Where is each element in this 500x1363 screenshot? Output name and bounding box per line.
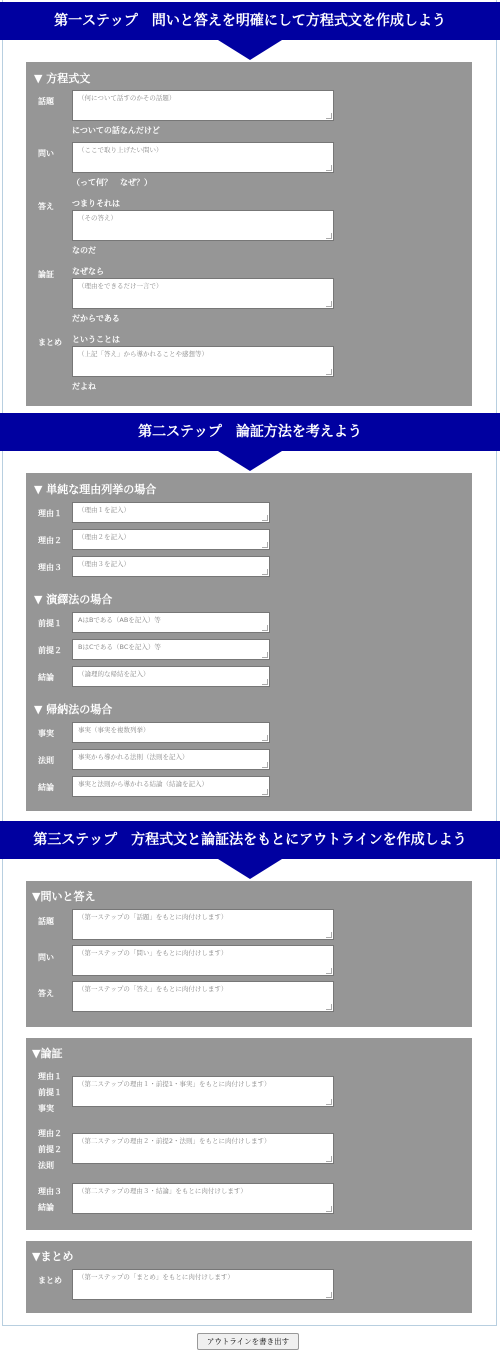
step2-arrow — [218, 451, 282, 471]
step1-arrow — [218, 40, 282, 60]
rule-label: 法則 — [38, 756, 54, 765]
g3-reason-label: 理由３ — [38, 1187, 62, 1196]
answer-textarea[interactable]: （その答え） — [72, 210, 334, 241]
section-title-simple: ▼ 単純な理由列挙の場合 — [34, 483, 157, 496]
outline-answer-textarea[interactable]: （第一ステップの「答え」をもとに肉付けします） — [72, 981, 334, 1012]
reason1-textarea[interactable]: （理由１を記入） — [72, 502, 270, 523]
summary-suffix: だよね — [72, 382, 96, 391]
equation-panel — [26, 62, 472, 406]
outline-topic-textarea[interactable]: （第一ステップの「話題」をもとに肉付けします） — [72, 909, 334, 940]
step3-banner: 第三ステップ 方程式文と論証法をもとにアウトラインを作成しよう — [0, 821, 500, 859]
argument-prefix: なぜなら — [72, 267, 104, 276]
answer-prefix: つまりそれは — [72, 199, 120, 208]
section-title-outline-argument: ▼論証 — [32, 1047, 63, 1060]
g2-premise-label: 前提２ — [38, 1145, 62, 1154]
g2-textarea[interactable]: （第二ステップの理由２・前提2・法則」をもとに肉付けします） — [72, 1133, 334, 1164]
induction-conclusion-label: 結論 — [38, 783, 54, 792]
reason3-label: 理由３ — [38, 563, 62, 572]
answer-suffix: なのだ — [72, 246, 96, 255]
g1-fact-label: 事実 — [38, 1104, 54, 1113]
g2-rule-label: 法則 — [38, 1161, 54, 1170]
g2-reason-label: 理由２ — [38, 1129, 62, 1138]
outline-topic-label: 話題 — [38, 917, 54, 926]
section-title-equation: ▼ 方程式文 — [34, 72, 91, 85]
outline-summary-panel — [26, 1241, 472, 1313]
premise1-label: 前提１ — [38, 619, 62, 628]
argument-label: 論証 — [38, 270, 54, 279]
reason2-label: 理由２ — [38, 536, 62, 545]
conclusion-label: 結論 — [38, 673, 54, 682]
premise1-textarea[interactable]: AはBである（ABを記入）等 — [72, 612, 270, 633]
step2-banner: 第二ステップ 論証方法を考えよう — [0, 413, 500, 451]
step1-banner: 第一ステップ 問いと答えを明確にして方程式文を作成しよう — [0, 2, 500, 40]
export-outline-button[interactable]: アウトラインを書き出す — [197, 1333, 299, 1350]
g3-conclusion-label: 結論 — [38, 1203, 54, 1212]
induction-conclusion-textarea[interactable]: 事実と法則から導かれる結論（結論を記入） — [72, 776, 270, 797]
question-textarea[interactable]: （ここで取り上げたい問い） — [72, 142, 334, 173]
argument-method-panel — [26, 473, 472, 811]
outline-question-textarea[interactable]: （第一ステップの「問い」をもとに肉付けします） — [72, 945, 334, 976]
outline-summary-label: まとめ — [38, 1276, 62, 1285]
conclusion-textarea[interactable]: （論理的な帰結を記入） — [72, 666, 270, 687]
reason2-textarea[interactable]: （理由２を記入） — [72, 529, 270, 550]
section-title-outline-summary: ▼まとめ — [32, 1250, 74, 1263]
topic-suffix: についての話なんだけど — [72, 126, 160, 135]
outline-question-label: 問い — [38, 953, 54, 962]
premise2-textarea[interactable]: BはCである（BCを記入）等 — [72, 639, 270, 660]
section-title-qa: ▼問いと答え — [32, 890, 96, 903]
outline-argument-panel — [26, 1038, 472, 1230]
step3-arrow — [218, 859, 282, 879]
question-label: 問い — [38, 149, 54, 158]
g3-textarea[interactable]: （第二ステップの理由３・結論」をもとに肉付けします） — [72, 1183, 334, 1214]
qa-panel — [26, 881, 472, 1027]
reason3-textarea[interactable]: （理由３を記入） — [72, 556, 270, 577]
g1-textarea[interactable]: （第二ステップの理由１・前提1・事実」をもとに肉付けします） — [72, 1076, 334, 1107]
outline-summary-textarea[interactable]: （第一ステップの「まとめ」をもとに肉付けします） — [72, 1269, 334, 1300]
outline-answer-label: 答え — [38, 989, 54, 998]
topic-textarea[interactable]: （何について話すのかその話題） — [72, 90, 334, 121]
summary-label: まとめ — [38, 338, 62, 347]
fact-textarea[interactable]: 事実（事実を複数列挙） — [72, 722, 270, 743]
topic-label: 話題 — [38, 97, 54, 106]
argument-suffix: だからである — [72, 314, 120, 323]
premise2-label: 前提２ — [38, 646, 62, 655]
summary-textarea[interactable]: （上記「答え」から導かれることや感想等） — [72, 346, 334, 377]
fact-label: 事実 — [38, 729, 54, 738]
answer-label: 答え — [38, 202, 54, 211]
question-suffix: （って何？ なぜ？） — [72, 178, 152, 187]
g1-premise-label: 前提１ — [38, 1088, 62, 1097]
g1-reason-label: 理由１ — [38, 1072, 62, 1081]
rule-textarea[interactable]: 事実から導かれる法則（法則を記入） — [72, 749, 270, 770]
section-title-deduction: ▼ 演繹法の場合 — [34, 593, 113, 606]
section-title-induction: ▼ 帰納法の場合 — [34, 703, 113, 716]
argument-textarea[interactable]: （理由をできるだけ一言で） — [72, 278, 334, 309]
summary-prefix: ということは — [72, 335, 120, 344]
reason1-label: 理由１ — [38, 509, 62, 518]
